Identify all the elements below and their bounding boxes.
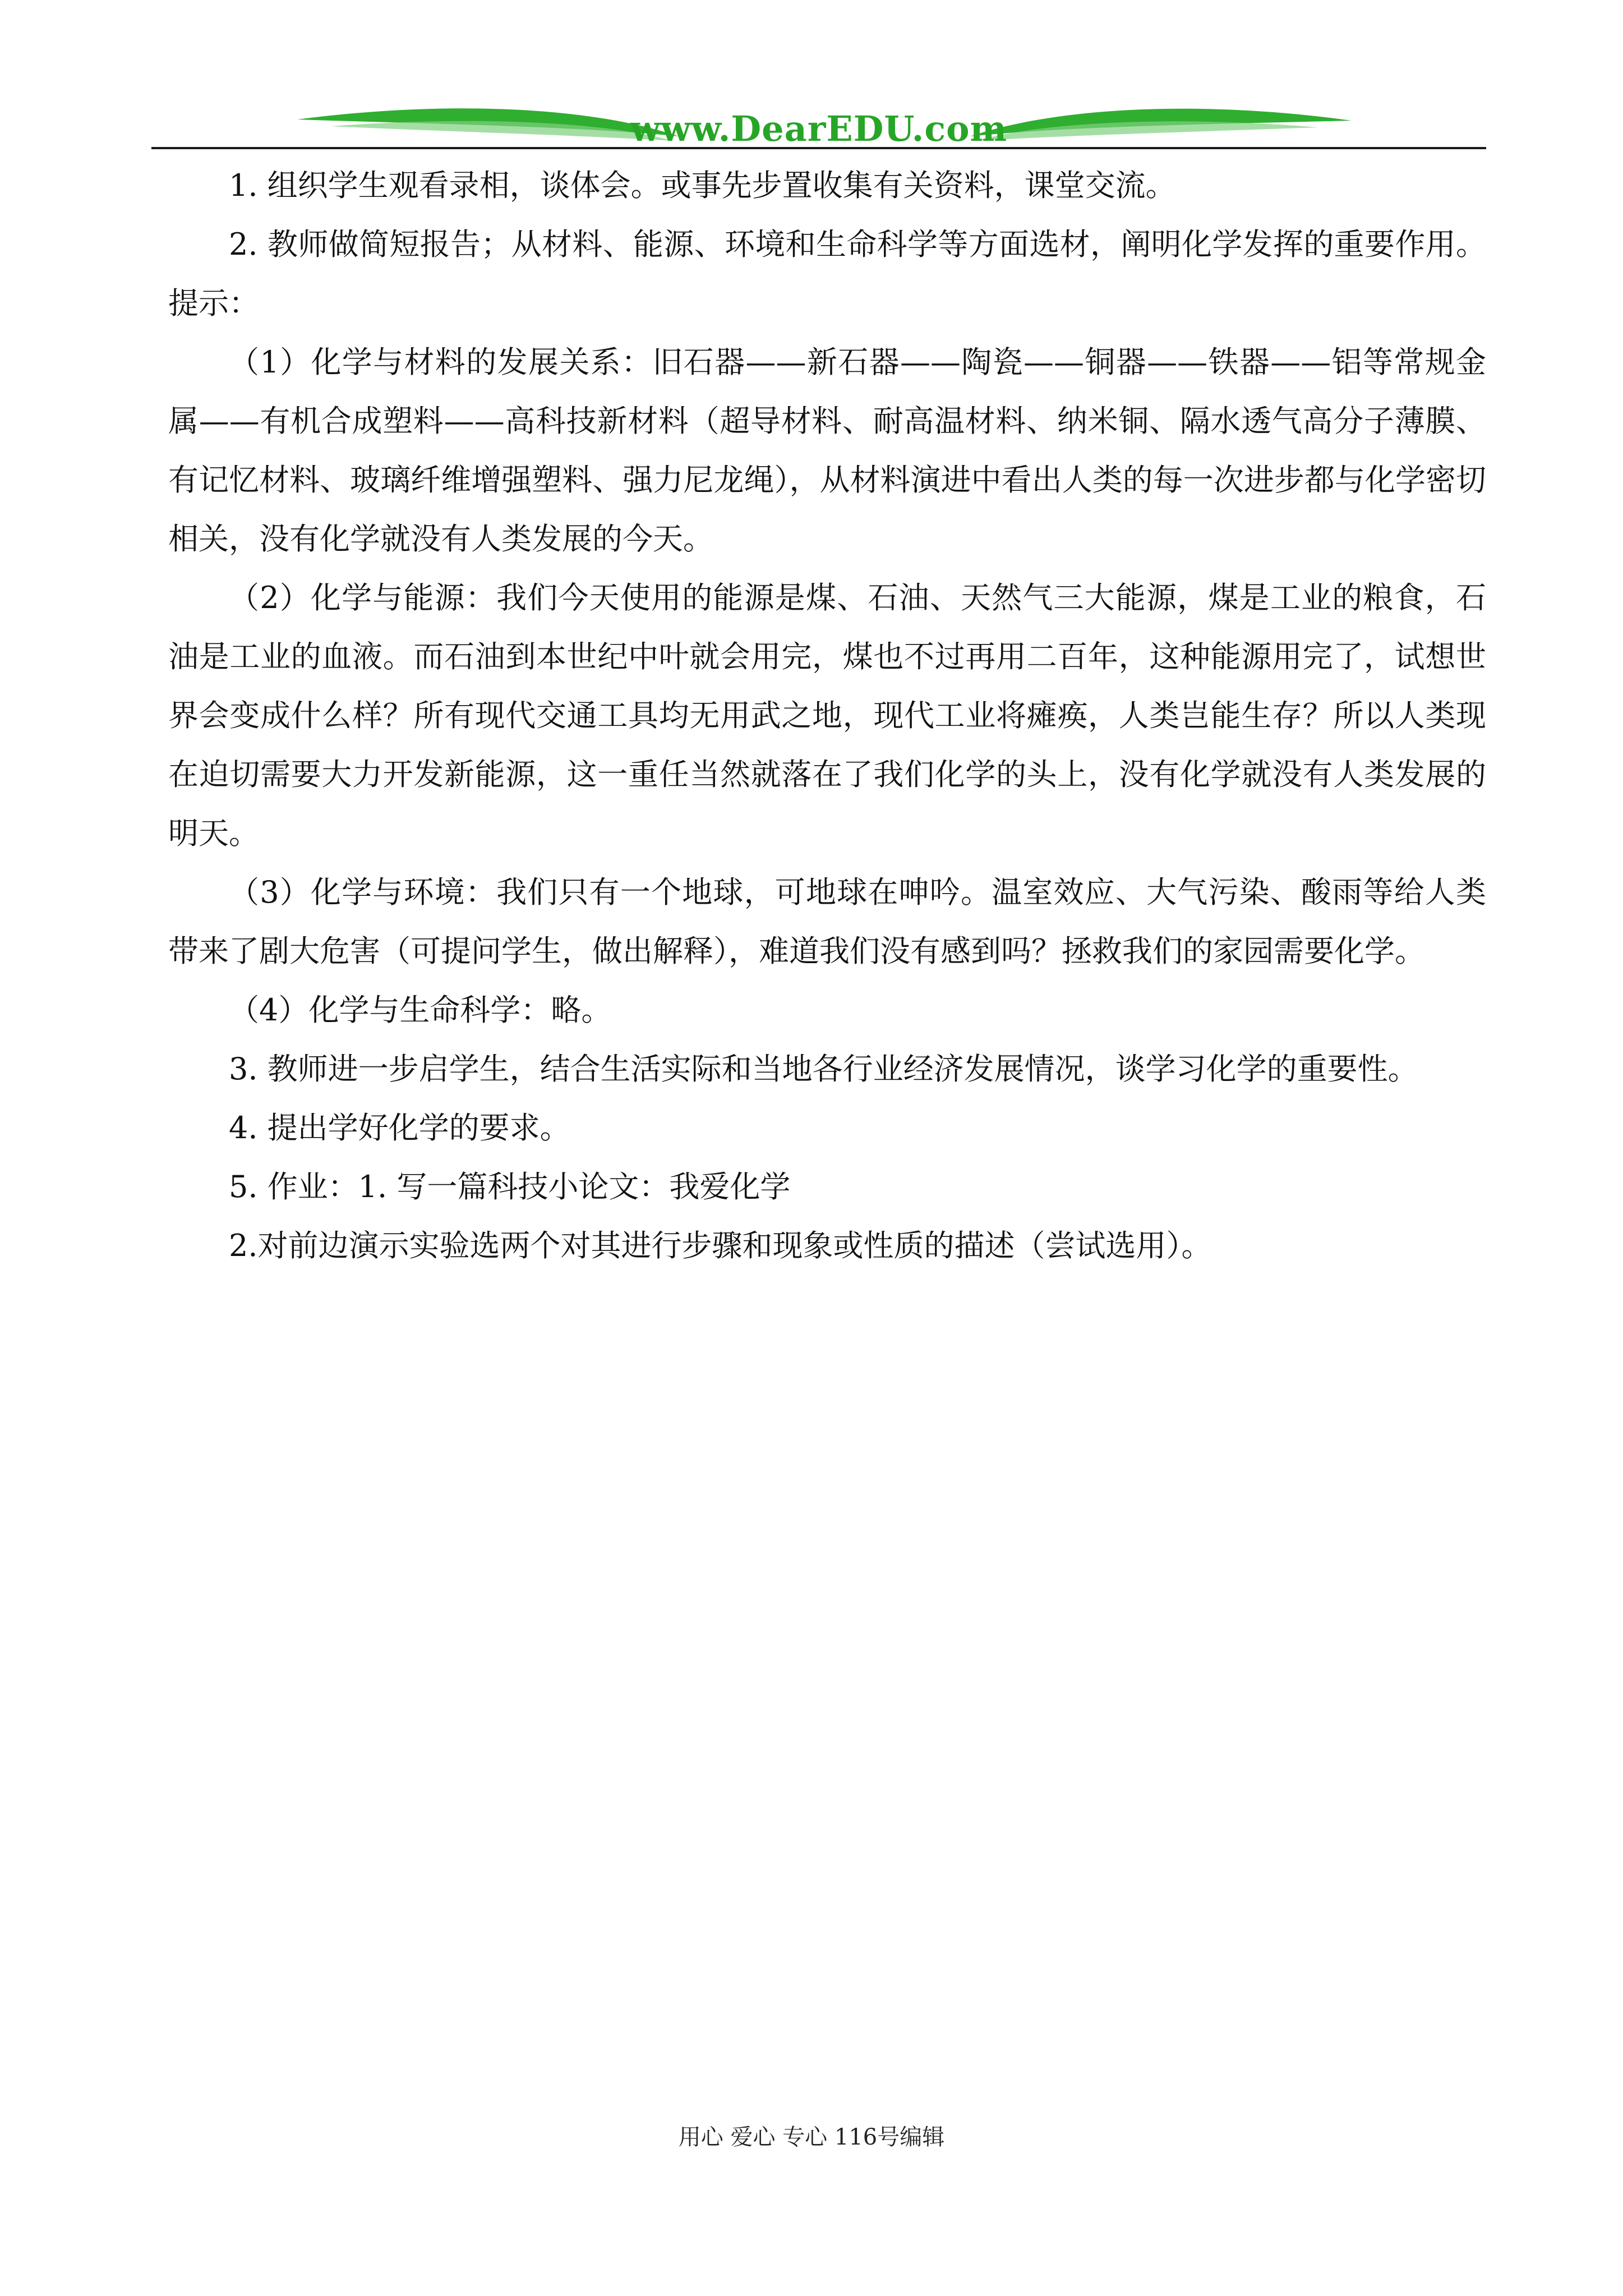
paragraph: （4）化学与生命科学：略。: [229, 992, 612, 1028]
paragraph: （2）化学与能源：我们今天使用的能源是煤、石油、天然气三大能源，煤是工业的粮食，石油是工业的血液。而石油到本世纪中叶就会用完，煤也不过再用二百年，这种能源用完了，试想世界会变成什么样？所有现代交通工具均无用武之地，现代工业将瘫痪，人类岂能生存？所以人类现在迫切需要大力开发新能源，这一重任当然就落在了我们化学的头上，没有化学就没有人类发展的明天。: [168, 580, 1486, 851]
site-logo-text: www.DearEDU.com: [630, 108, 1008, 149]
paragraph: 3. 教师进一步启学生，结合生活实际和当地各行业经济发展情况，谈学习化学的重要性。: [229, 1051, 1418, 1087]
paragraph: （3）化学与环境：我们只有一个地球，可地球在呻吟。温室效应、大气污染、酸雨等给人类带来了剧大危害（可提问学生，做出解释），难道我们没有感到吗？拯救我们的家园需要化学。: [168, 875, 1486, 969]
paragraph: 2.对前边演示实验选两个对其进行步骤和现象或性质的描述（尝试选用）。: [229, 1228, 1212, 1263]
paragraph: 2. 教师做简短报告；从材料、能源、环境和生命科学等方面选材，阐明化学发挥的重要作用。提示：: [168, 227, 1486, 321]
paragraph: 1. 组织学生观看录相，谈体会。或事先步置收集有关资料，课堂交流。: [229, 168, 1176, 203]
document-body: [168, 156, 1486, 1275]
paragraph: 5. 作业：1. 写一篇科技小论文：我爱化学: [229, 1169, 791, 1204]
paragraph: 4. 提出学好化学的要求。: [229, 1110, 570, 1145]
page-footer: 用心 爱心 专心 116号编辑: [678, 2124, 945, 2150]
paragraph: （1）化学与材料的发展关系：旧石器——新石器——陶瓷——铜器——铁器——铝等常规金属——有机合成塑料——高科技新材料（超导材料、耐高温材料、纳米铜、隔水透气高分子薄膜、有记忆材料、玻璃纤维增强塑料、强力尼龙绳），从材料演进中看出人类的每一次进步都与化学密切相关，没有化学就没有人类发展的今天。: [168, 344, 1486, 556]
header-rule: [151, 147, 1486, 149]
